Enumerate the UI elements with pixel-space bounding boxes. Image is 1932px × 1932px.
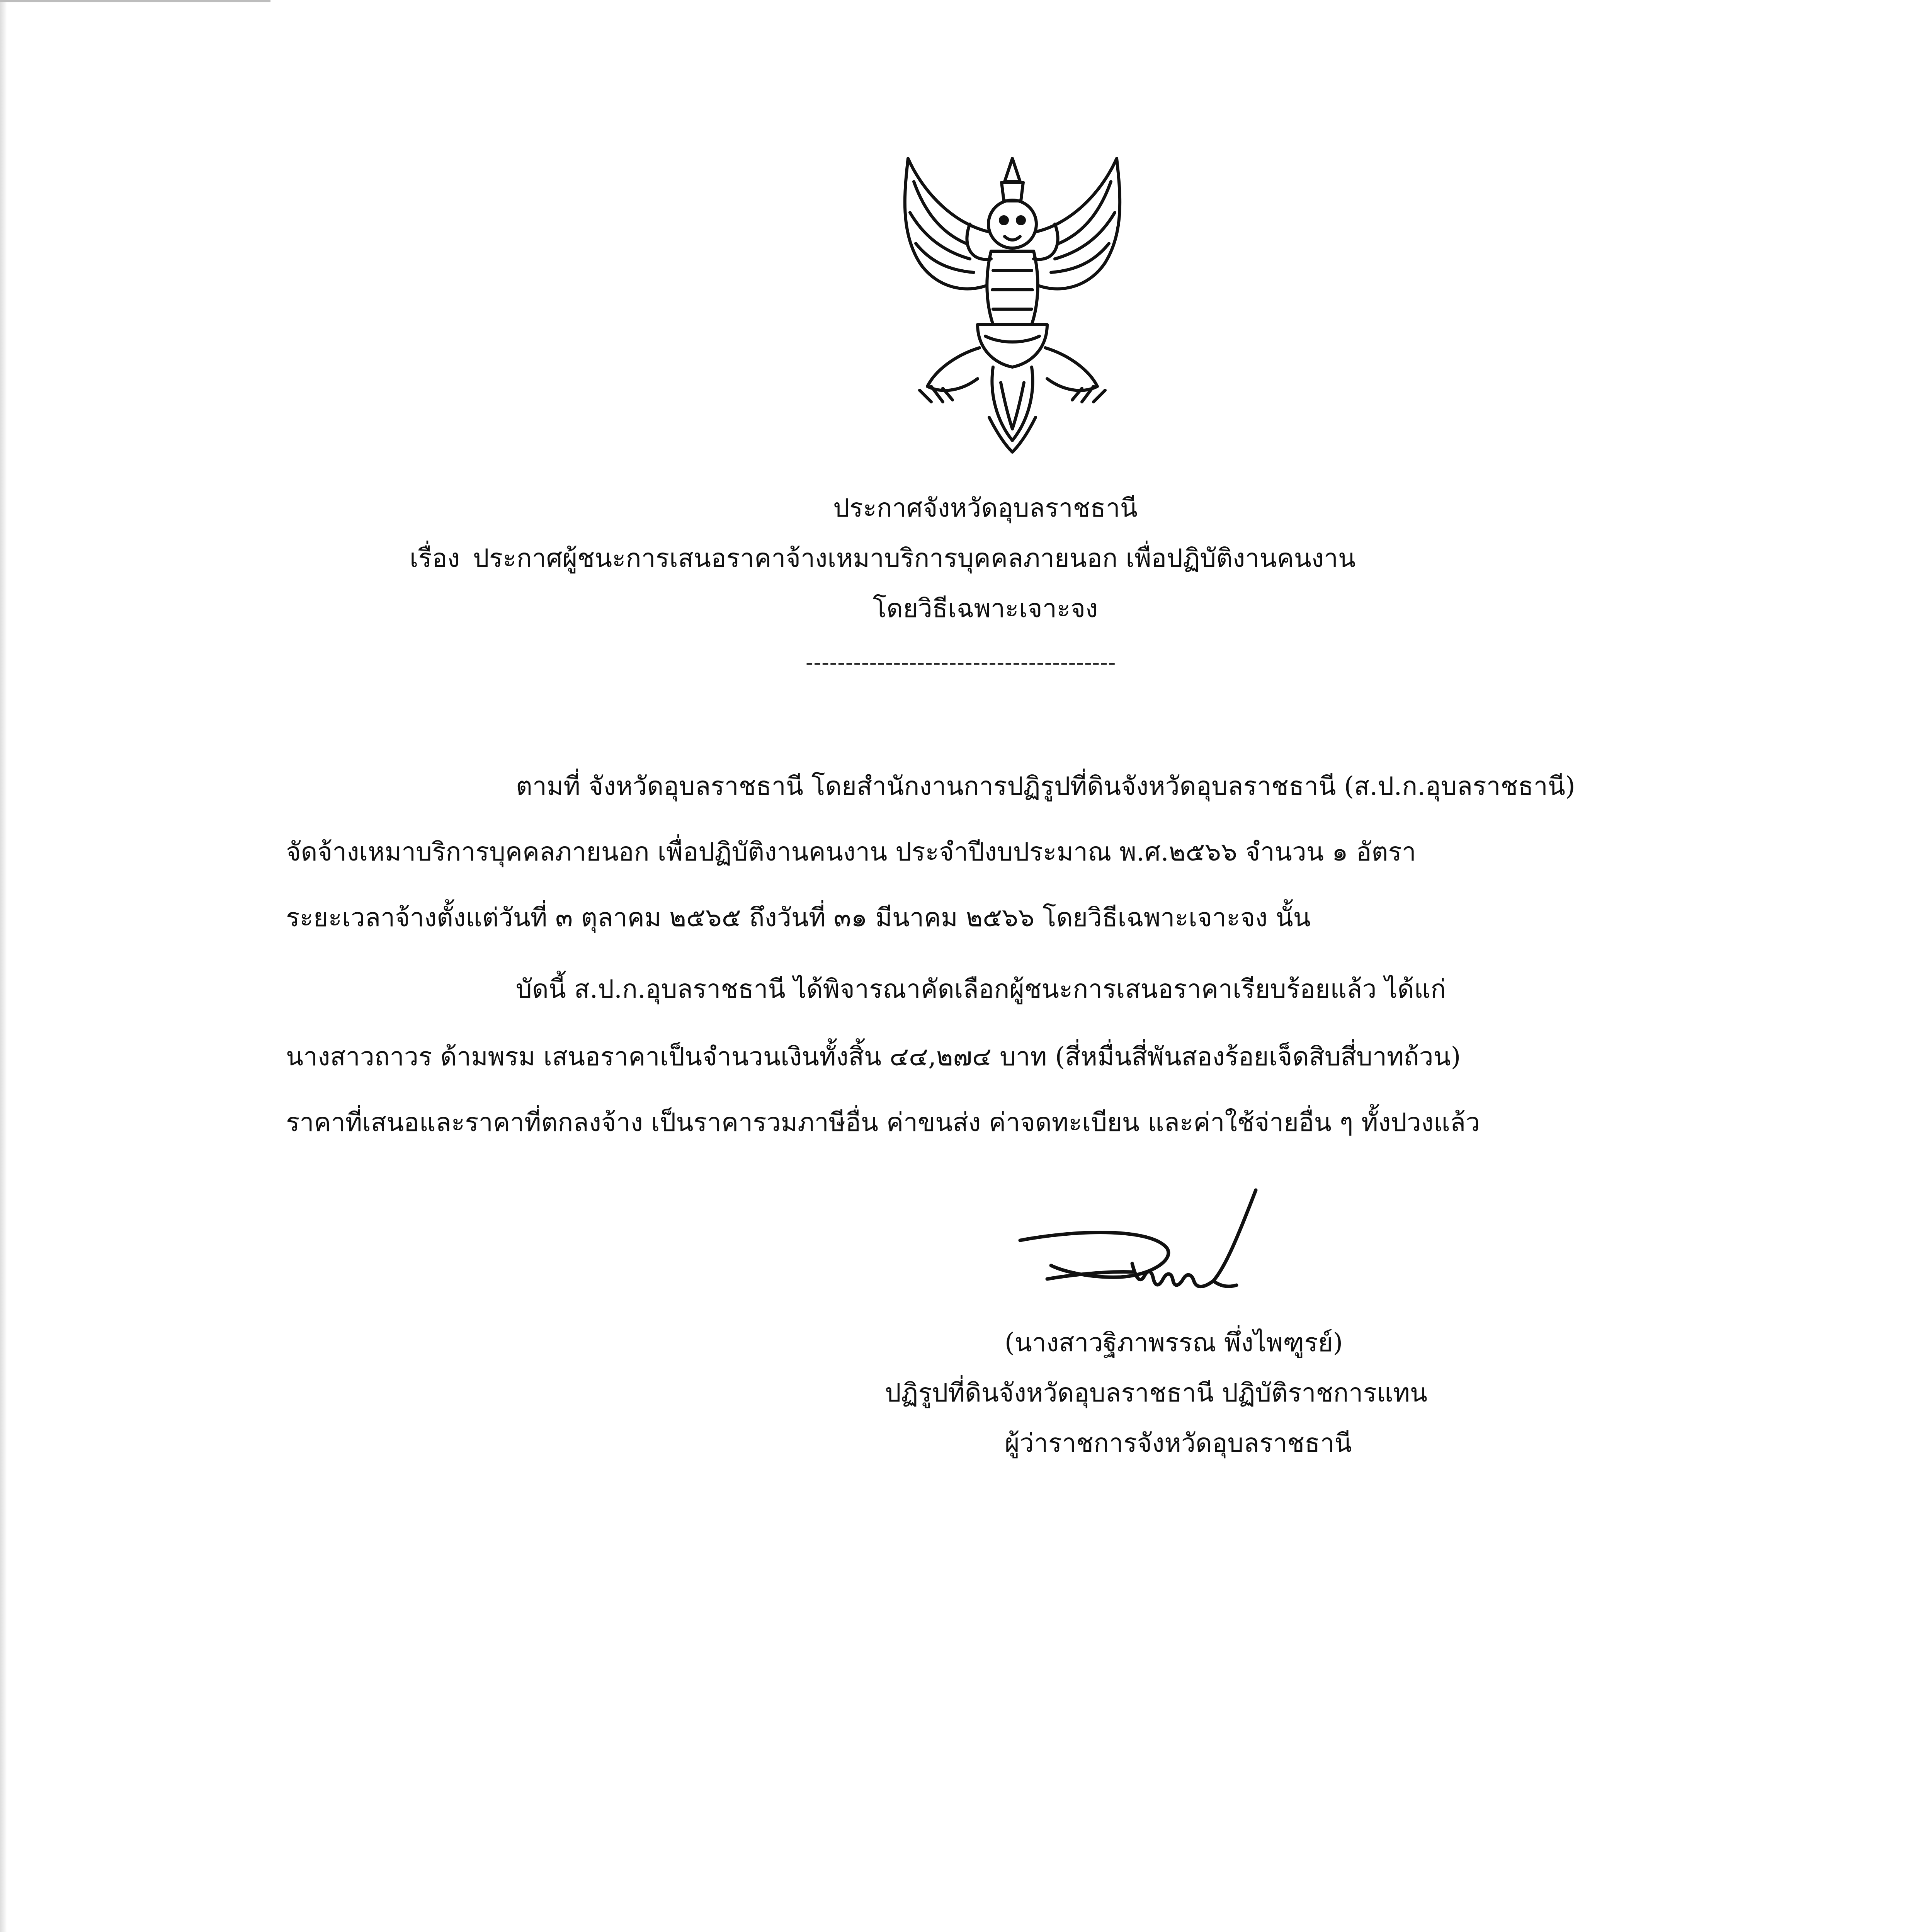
scan-edge-left [0,0,7,1932]
paragraph-2-line-2: นางสาวถาวร ด้ามพรม เสนอราคาเป็นจำนวนเงินทั้งสิ้น ๔๔,๒๗๔ บาท (สี่หมื่นสี่พันสองร้อยเจ็ดสิบสี่บาทถ้วน) [286,1042,1461,1071]
paragraph-2-line-3: ราคาที่เสนอและราคาที่ตกลงจ้าง เป็นราคารวมภาษีอื่น ค่าขนส่ง ค่าจดทะเบียน และค่าใช้จ่ายอื่น ๆ ทั้งปวงแล้ว [286,1107,1480,1137]
signatory-position-line-1: ปฏิรูปที่ดินจังหวัดอุบลราชธานี ปฏิบัติราชการแทน [885,1378,1427,1408]
announcement-title: ประกาศจังหวัดอุบลราชธานี [833,493,1138,523]
procurement-method: โดยวิธีเฉพาะเจาะจง [872,594,1098,623]
subject-text: ประกาศผู้ชนะการเสนอราคาจ้างเหมาบริการบุคคลภายนอก เพื่อปฏิบัติงานคนงาน [473,543,1356,573]
header-divider: --------------------------------------- [806,649,1116,675]
signatory-position-line-2: ผู้ว่าราชการจังหวัดอุบลราชธานี [1005,1428,1352,1458]
garuda-emblem [877,147,1148,456]
paragraph-1-line-3: ระยะเวลาจ้างตั้งแต่วันที่ ๓ ตุลาคม ๒๕๖๕ ถึงวันที่ ๓๑ มีนาคม ๒๕๖๖ โดยวิธีเฉพาะเจาะจง นั้น [286,903,1311,932]
paragraph-2-line-1: บัดนี้ ส.ป.ก.อุบลราชธานี ได้พิจารณาคัดเลือกผู้ชนะการเสนอราคาเรียบร้อยแล้ว ได้แก่ [516,974,1446,1004]
paragraph-1-line-2: จัดจ้างเหมาบริการบุคคลภายนอก เพื่อปฏิบัติงานคนงาน ประจำปีงบประมาณ พ.ศ.๒๕๖๖ จำนวน ๑ อัตรา [286,837,1416,867]
signatory-name: (นางสาวฐิภาพรรณ พึ่งไพฑูรย์) [1005,1328,1343,1357]
subject-label: เรื่อง [410,543,460,573]
paragraph-1-line-1: ตามที่ จังหวัดอุบลราชธานี โดยสำนักงานการปฏิรูปที่ดินจังหวัดอุบลราชธานี (ส.ป.ก.อุบลราชธานี) [516,771,1575,801]
scan-edge-top [0,0,270,2]
announcement-subject [410,541,1355,576]
handwritten-signature [1005,1182,1321,1325]
